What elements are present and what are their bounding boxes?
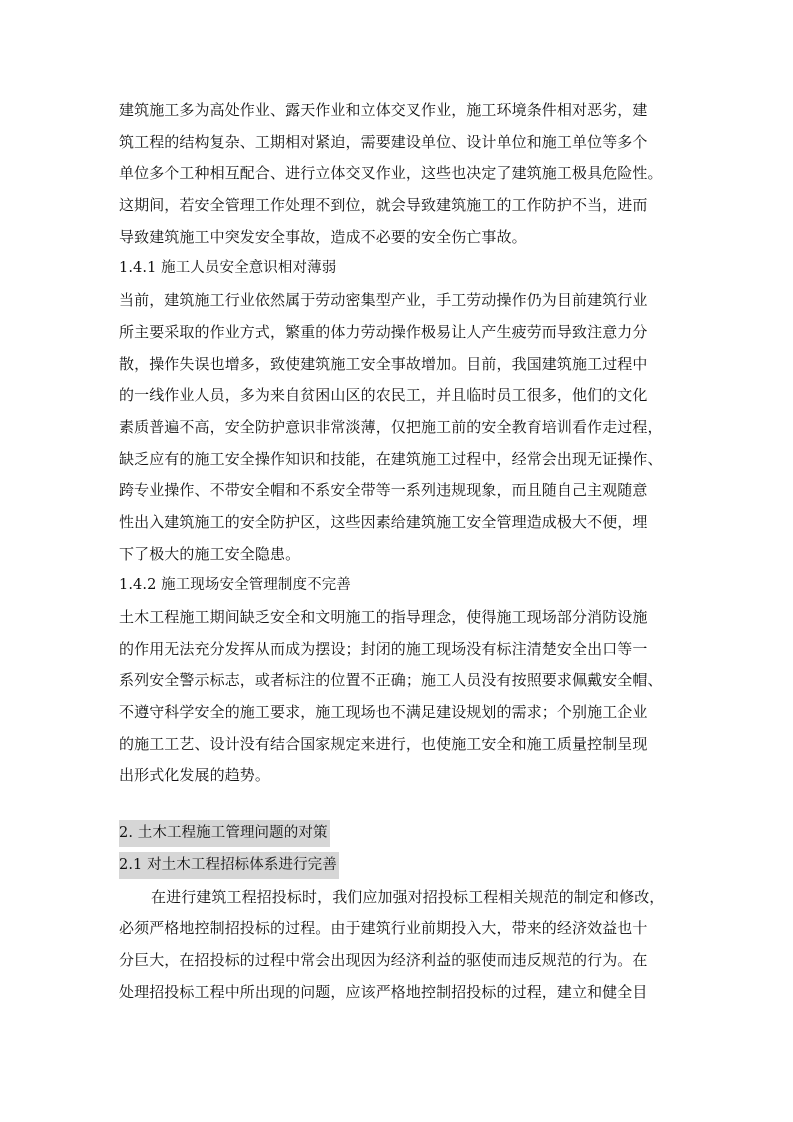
paragraph-construction-risk: [119, 95, 679, 253]
document-body: [119, 95, 679, 1008]
text-line: 散，操作失误也增多，致使建筑施工安全事故增加。目前，我国建筑施工过程中: [119, 354, 648, 373]
text-line: 下了极大的施工安全隐患。: [119, 544, 301, 563]
section-heading-1-4-1: 1.4.1 施工人员安全意识相对薄弱: [119, 260, 337, 277]
text-line: 建筑施工多为高处作业、露天作业和立体交叉作业，施工环境条件相对恶劣，建: [119, 101, 648, 119]
text-line: 筑工程的结构复杂、工期相对紧迫，需要建设单位、设计单位和施工单位等多个: [119, 132, 648, 151]
text-line: 缺乏应有的施工安全操作知识和技能，在建筑施工过程中，经常会出现无证操作、: [119, 449, 663, 468]
text-line: 在进行建筑工程招投标时，我们应加强对招投标工程相关规范的制定和修改，: [151, 887, 665, 906]
text-line: 单位多个工种相互配合、进行立体交叉作业，这些也决定了建筑施工极具危险性。: [119, 164, 663, 183]
text-line: 处理招投标工程中所出现的问题，应该严格地控制招投标的过程，建立和健全目: [119, 982, 648, 1001]
text-line: 所主要采取的作业方式，繁重的体力劳动操作极易让人产生疲劳而导致注意力分: [119, 322, 648, 341]
text-line: 分巨大，在招投标的过程中常会出现因为经济利益的驱使而违反规范的行为。在: [119, 950, 648, 969]
paragraph-gap: [119, 792, 679, 818]
text-line: 土木工程施工期间缺乏安全和文明施工的指导理念，使得施工现场部分消防设施: [119, 608, 648, 626]
text-line: 出形式化发展的趋势。: [119, 766, 271, 785]
section-heading-2: 2. 土木工程施工管理问题的对策: [119, 820, 330, 847]
text-line: 的一线作业人员，多为来自贫困山区的农民工，并且临时员工很多，他们的文化: [119, 386, 648, 405]
text-line: 系列安全警示标志，或者标注的位置不正确；施工人员没有按照要求佩戴安全帽、: [119, 671, 663, 690]
text-line: 导致建筑施工中突发安全事故，造成不必要的安全伤亡事故。: [119, 227, 527, 246]
text-line: 素质普遍不高，安全防护意识非常淡薄，仅把施工前的安全教育培训看作走过程，: [119, 417, 663, 436]
text-line: 的施工工艺、设计没有结合国家规定来进行，也使施工安全和施工质量控制呈现: [119, 734, 648, 753]
section-heading-2-1-wrapper: [119, 850, 679, 882]
paragraph-bidding-system: [119, 882, 679, 1009]
section-heading-2-1: 2.1 对土木工程招标体系进行完善: [119, 852, 339, 879]
text-line: 必须严格地控制招投标的过程。由于建筑行业前期投入大，带来的经济效益也十: [119, 919, 648, 938]
text-line: 性出入建筑施工的安全防护区，这些因素给建筑施工安全管理造成极大不便，埋: [119, 512, 648, 531]
text-line: 跨专业操作、不带安全帽和不系安全带等一系列违规现象，而且随自己主观随意: [119, 481, 648, 500]
section-heading-1-4-2: 1.4.2 施工现场安全管理制度不完善: [119, 577, 351, 594]
section-heading-2-wrapper: [119, 818, 679, 850]
text-line: 这期间，若安全管理工作处理不到位，就会导致建筑施工的工作防护不当，进而: [119, 196, 648, 215]
text-line: 不遵守科学安全的施工要求，施工现场也不满足建设规划的需求；个别施工企业: [119, 703, 648, 722]
text-line: 的作用无法充分发挥从而成为摆设；封闭的施工现场没有标注清楚安全出口等一: [119, 639, 648, 658]
text-line: 当前，建筑施工行业依然属于劳动密集型产业，手工劳动操作仍为目前建筑行业: [119, 291, 648, 310]
paragraph-worker-awareness: [119, 285, 679, 570]
paragraph-site-management: [119, 602, 679, 792]
